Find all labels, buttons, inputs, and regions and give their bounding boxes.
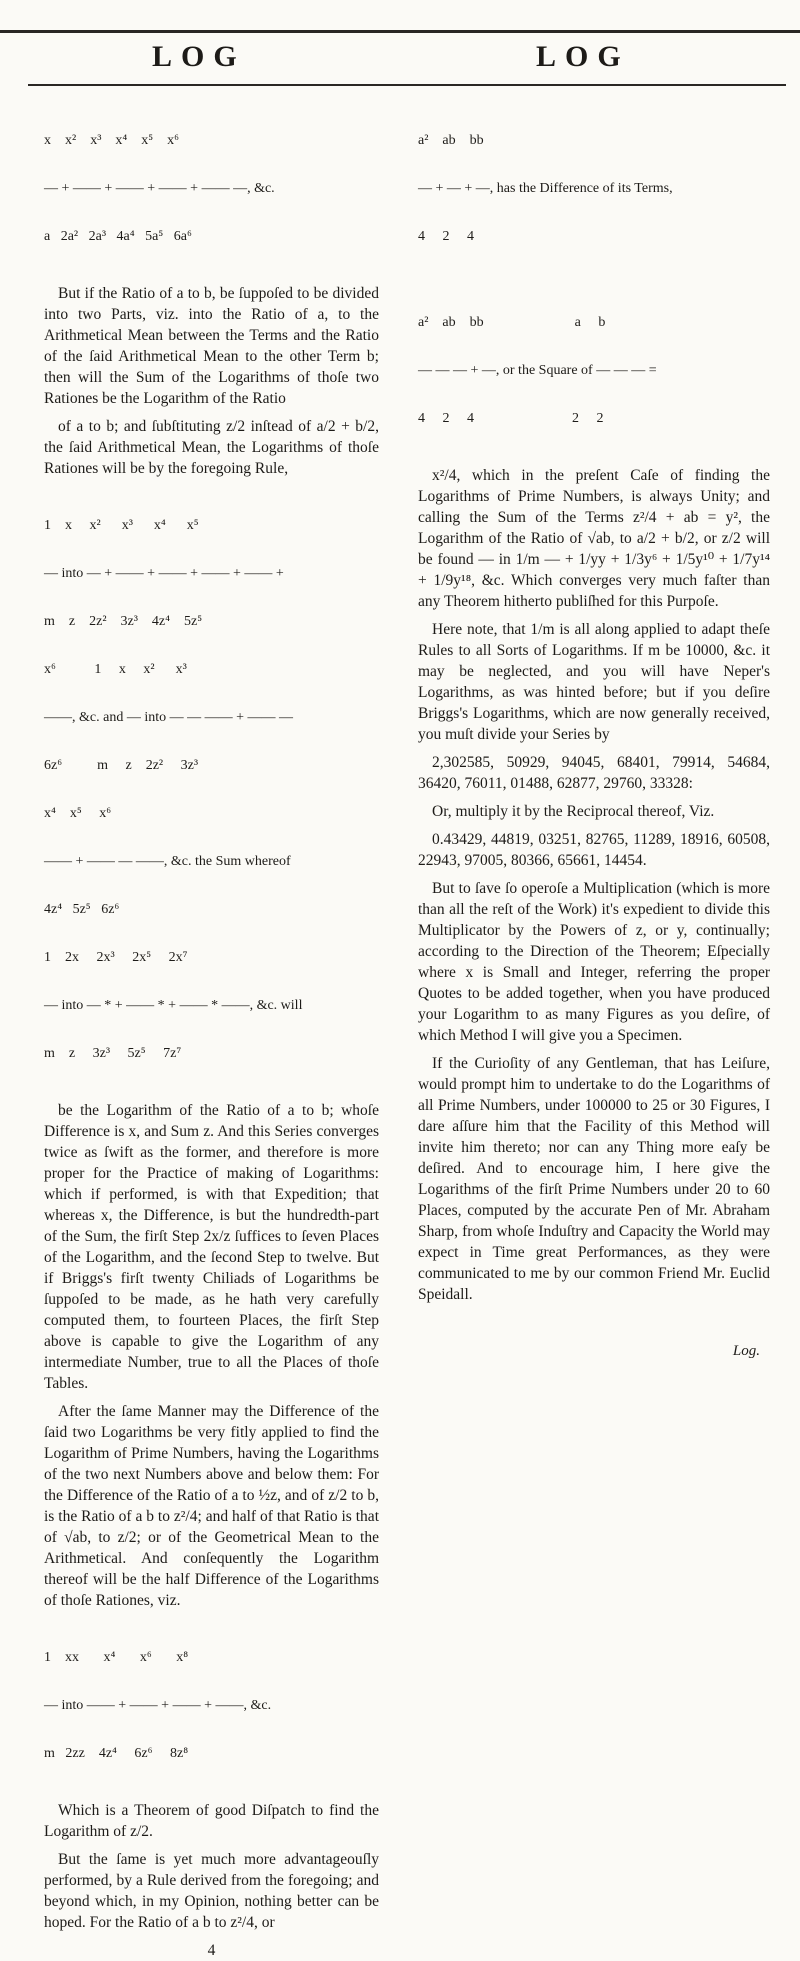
number-series: 2,302585, 50929, 94045, 68401, 79914, 54684, 36420, 76011, 01488, 62877, 29760, 33328: xyxy=(418,754,770,792)
catchword: Log. xyxy=(732,1343,760,1359)
running-header xyxy=(0,40,800,90)
header-left: LOG xyxy=(152,40,246,73)
series-equation: a² ab bb — + — + —, has the Difference of its Terms, 4 2 4 xyxy=(418,133,673,244)
top-border xyxy=(0,30,800,33)
paragraph: But the ſame is yet much more advantageouſly performed, by a Rule derived from the foregoing; and beyond which, in my Opinion, nothing better can be hoped. For the Ratio of a b to z²/4, or xyxy=(44,1851,379,1931)
header-right: LOG xyxy=(536,40,630,73)
paragraph: x²/4, which in the preſent Caſe of finding the Logarithms of Prime Numbers, is always Unity; and calling the Sum of the Terms z²/4 + ab = y², the Logarithm of the Ratio of √ab, to a/2 + b/2, or z/2 will be found — in 1/m — + 1/yy + 1/3y⁶ + 1/5y¹⁰ + 1/7y¹⁴ + 1/9y¹⁸, &c. Which converges very much faſter than any Theorem hitherto publiſhed for this Purpoſe. xyxy=(418,467,770,610)
series-equation: a² ab bb a b — — — + —, or the Square of — — — = 4 2 4 2 2 xyxy=(418,315,657,426)
paragraph: be the Logarithm of the Ratio of a to b; whoſe Difference is x, and Sum z. And this Series converges twice as ſwift as the former, and therefore is more proper for the Practice of making of Logarithms: which if performed, is with that Expedition; that whereas x, the Difference, is but the hundredth-part of the Sum, the firſt Step 2x/z ſuffices to ſeven Places of the Logarithm, and the ſecond Step to twelve. But if Briggs's firſt twenty Chiliads of Logarithms be ſuppoſed to be made, as he hath very carefully computed them, to fourteen Places, the firſt Step above is capable to give the Logarithm of any intermediate Number, true to all the Places of thoſe Tables. xyxy=(44,1102,379,1392)
paragraph: of a to b; and ſubſtituting z/2 inſtead of a/2 + b/2, the ſaid Arithmetical Mean, the Logarithms of thoſe Rationes will be by the foregoing Rule, xyxy=(44,418,379,477)
right-column xyxy=(418,98,770,1364)
paragraph: If the Curioſity of any Gentleman, that has Leiſure, would prompt him to undertake to do the Logarithms of all Prime Numbers, under 100000 to 25 or 30 Figures, I dare aſſure him that the Facility of this Method will invite him thereto; nor can any Thing more eaſy be deſired. And to encourage him, I here give the Logarithms of the firſt Prime Numbers under 20 to 60 Places, computed by the accurate Pen of Mr. Abraham Sharp, from whoſe Induſtry and Capacity the World may expect in Time great Performances, as they were communicated to me by our common Friend Mr. Euclid Speidall. xyxy=(418,1055,770,1303)
series-equation: 1 x x² x³ x⁴ x⁵ — into — + —— + —— + —— + —— + m z 2z² 3z³ 4z⁴ 5z⁵ x⁶ 1 x x² x³ ——, &c. and — into — — —— + —— — 6z⁶ m z 2z² 3z³ x⁴ x⁵ x⁶ —— + —— — ——, &c. the Sum whereof 4z⁴ 5z⁵ 6z⁶ 1 2x 2x³ 2x⁵ 2x⁷ — into — * + —— * + —— * ——, &c. will m z 3z³ 5z⁵ 7z⁷ xyxy=(44,518,303,1061)
number-series: 0.43429, 44819, 03251, 82765, 11289, 18916, 60508, 22943, 97005, 80366, 65661, 14454. xyxy=(418,831,770,869)
series-equation: 1 xx x⁴ x⁶ x⁸ — into —— + —— + —— + ——, &c. m 2zz 4z⁴ 6z⁶ 8z⁸ xyxy=(44,1650,272,1761)
left-column xyxy=(44,98,379,1959)
page-number: 4 xyxy=(207,1942,216,1959)
paragraph: Here note, that 1/m is all along applied to adapt theſe Rules to all Sorts of Logarithms. If m be 10000, &c. it may be neglected, and you will have Neper's Logarithms, as was hinted before; but if you deſire Briggs's Logarithms, which are now generally received, you muſt divide your Series by xyxy=(418,621,770,743)
paragraph: But to ſave ſo operoſe a Multiplication (which is more than all the reſt of the Work) it's expedient to divide this Multiplicator by the Powers of z, or y, continually; according to the Direction of the Theorem; Eſpecially where x is Small and Integer, referring the proper Quotes to be added together, when you have produced your Logarithm to as many Figures as you deſire, of which Method I will give you a Specimen. xyxy=(418,880,770,1044)
paragraph: Or, multiply it by the Reciprocal thereof, Viz. xyxy=(432,803,715,820)
series-equation: x x² x³ x⁴ x⁵ x⁶ — + —— + —— + —— + —— —, &c. a 2a² 2a³ 4a⁴ 5a⁵ 6a⁶ xyxy=(44,133,275,244)
paragraph: After the ſame Manner may the Difference of the ſaid two Logarithms be very fitly applied to find the Logarithm of Prime Numbers, having the Logarithms of the two next Numbers above and below them: For the Difference of the Ratio of a to ½z, and of z/2 to b, is the Ratio of a b to z²/4; and half of that Ratio is that of √ab, to z/2; or of the Geometrical Mean to the Arithmetical. And conſequently the Logarithm thereof will be the half Difference of the Logarithms of thoſe Rationes, viz. xyxy=(44,1403,379,1609)
header-rule xyxy=(28,84,786,86)
paragraph: Which is a Theorem of good Diſpatch to find the Logarithm of z/2. xyxy=(44,1802,379,1840)
paragraph: But if the Ratio of a to b, be ſuppoſed to be divided into two Parts, viz. into the Ratio of a, to the Arithmetical Mean between the Terms and the Ratio of the ſaid Arithmetical Mean to the other Term b; then will the Sum of the Logarithms of thoſe two Rationes be the Logarithm of the Ratio xyxy=(44,285,379,407)
